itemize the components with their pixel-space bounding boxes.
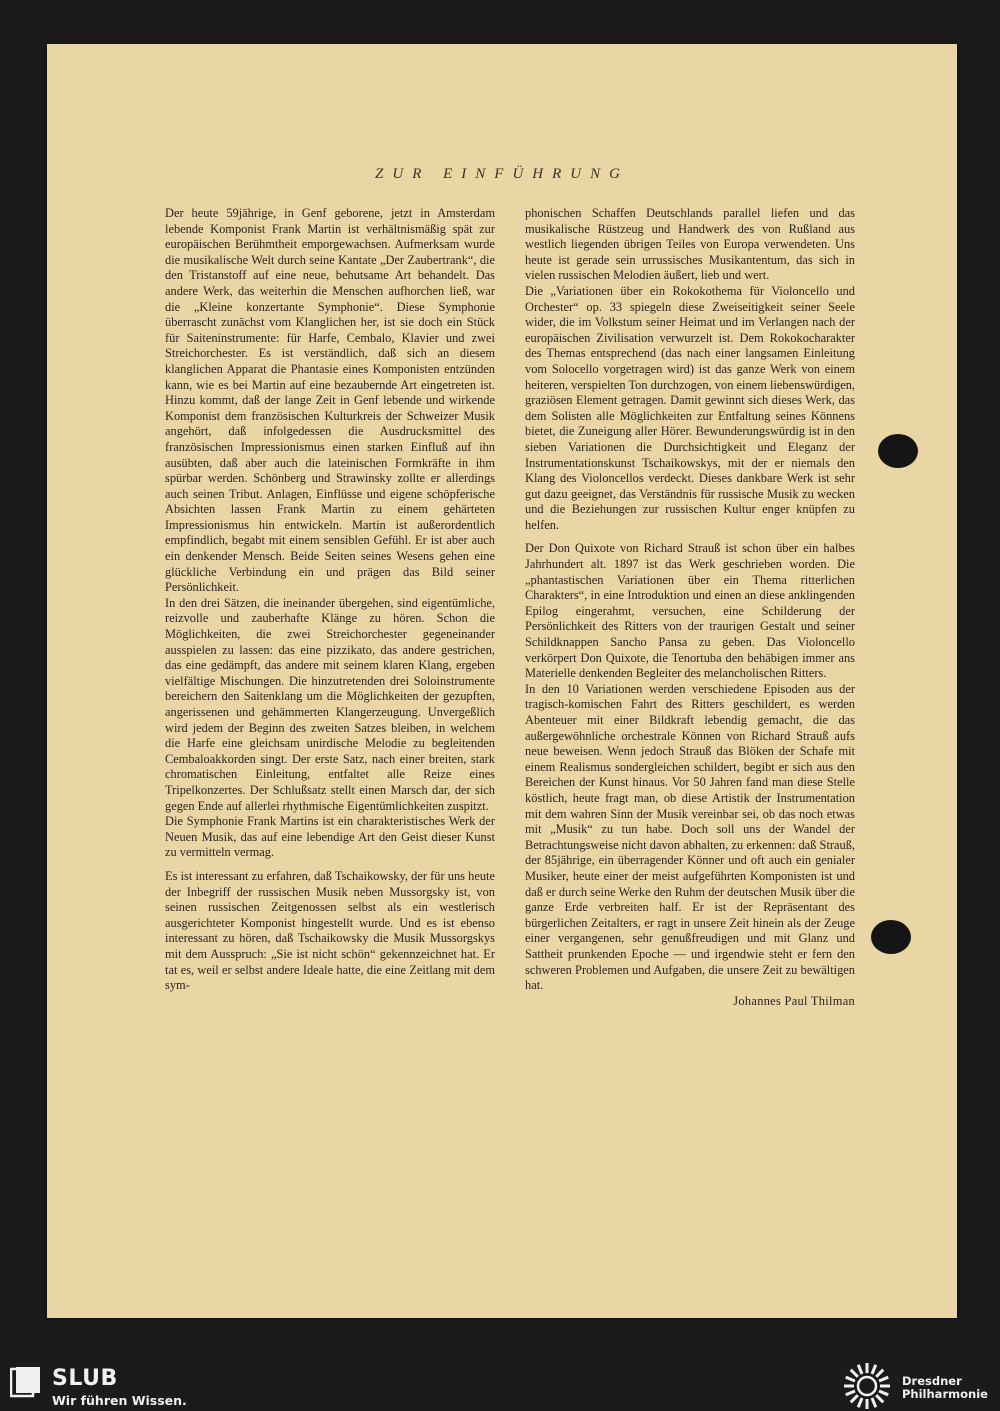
punch-hole [871,920,911,954]
paragraph: Es ist interessant zu erfahren, daß Tschaikowsky, der für uns heute der Inbegriff der russischen Musik neben Mussorgsky ist, von seinen russischen Zeitgenossen selbst als ein westlerisch ausgerichteter Komponist hingestellt wurde. Und es ist ebenso interessant zu hören, daß Tschaikowsky die Musik Mussorgskys mit dem Ausspruch: „Sie ist nicht schön“ gekennzeichnet hat. Er tat es, weil er selbst andere Ideale hatte, die eine Zeitlang mit dem sym- [165,868,495,993]
paragraph: Die Symphonie Frank Martins ist ein charakteristisches Werk der Neuen Musik, das auf eine lebendige Art den Geist dieser Kunst zu vermitteln vermag. [165,814,495,860]
paragraph: phonischen Schaffen Deutschlands parallel liefen und das musikalische Rüstzeug und Handwerk des von Rußland aus westlich liegenden übrigen Teiles von Europa verwendeten. Uns heute ist gerade sein urrussisches Musikantentum, das sich in vielen russischen Melodien äußert, lieb und wert. [525,206,855,283]
right-column [525,206,855,1009]
page-title: ZUR EINFÜHRUNG [375,166,629,182]
dresdner-philharmonie-name [902,1375,988,1401]
dresdner-philharmonie-logo-icon [842,1362,892,1410]
document-page [47,44,957,1318]
footer-bar [0,1360,1000,1411]
slub-name: SLUB [52,1366,118,1391]
punch-hole [878,434,918,468]
slub-tagline: Wir führen Wissen. [52,1393,187,1408]
paragraph: Die „Variationen über ein Rokokothema für Violoncello und Orchester“ op. 33 spiegeln diese Zweiseitigkeit seiner Seele wider, die im Volkstum seiner Heimat und im Verlangen nach der europäischen Zivilisation verwurzelt ist. Dem Rokokocharakter des Themas entsprechend (das nach einer langsamen Einleitung vom Solocello vorgetragen wird) ist das ganze Werk von einem heiteren, verspielten Ton durchzogen, von einem liebenswürdigen, graziösen Element getragen. Damit gewinnt sich dieses Werk, das dem Solisten alle Möglichkeiten zur Entfaltung seines Könnens bietet, die Zuneigung aller Hörer. Bewunderungswürdig ist in den sieben Variationen die Durchsichtigkeit und Eleganz der Instrumentationskunst Tschaikowskys, mit der er niemals den Klang des Violoncellos verdeckt. Dieses dankbare Werk ist sehr gut dazu geeignet, das Verständnis für russische Musik zu wecken und die Beziehungen zur russischen Kultur enger knüpfen zu helfen. [525,283,855,532]
paragraph: In den drei Sätzen, die ineinander übergehen, sind eigentümliche, reizvolle und zauberhafte Klänge zu hören. Schon die Möglichkeiten, die zwei Streichorchester gegeneinander ausspielen zu lassen: das eine pizzikato, das andere gestrichen, das eine gedämpft, das andere mit seinem klaren Klang, ergeben vielfältige Mischungen. Die hinzutretenden drei Soloinstrumente bereichern den Saitenklang um die Möglichkeiten der gezupften, angerissenen und gehämmerten Klangerzeugung. Unvergeßlich wird jedem der Beginn des zweiten Satzes bleiben, in welchem die Harfe eine gleichsam unirdische Melodie zu begleitenden Cembaloakkorden singt. Der erste Satz, nach einer breiten, stark chromatischen Einleitung, entfaltet alle Reize eines Tripelkonzertes. Der Schlußsatz stellt einen Marsch dar, der sich gegen Ende auf allerlei rhythmische Eigentümlichkeiten zuspitzt. [165,595,495,813]
dp-name-line2: Philharmonie [902,1387,988,1401]
author-signature: Johannes Paul Thilman [733,993,855,1008]
paragraph: In den 10 Variationen werden verschiedene Episoden aus der tragisch-komischen Fahrt des Ritters geschildert, es werden Abenteuer mit einer Bildkraft lebendig gemacht, die das außergewöhnliche orchestrale Können von Richard Strauß aufs neue beweisen. Wenn jedoch Strauß das Blöken der Schafe mit einem Realismus sondergleichen schildert, begibt er sich aus den Bereichen der Kunst hinaus. Vor 50 Jahren fand man diese Stelle köstlich, heute fragt man, ob diese Artistik der Instrumentation mit dem wahren Sinn der Musik vereinbar sei, ob das noch etwas mit „Musik“ zu tun habe. Doch soll uns der Wandel der Betrachtungsweise nicht davon abhalten, zu erkennen: daß Strauß, der 85jährige, ein überragender Könner und oft auch ein genialer Musiker, heute einer der meist aufgeführten Komponisten ist und daß er durch seine Werke den Ruhm der deutschen Musik über die ganze Erde verbreiten half. Er ist der Repräsentant des bürgerlichen Zeitalters, er ragt in unsere Zeit hinein als der Zeuge einer vergangenen, sehr genußfreudigen und mit Glanz und Sattheit prunkenden Epoche — und irgendwie steht er fern den schweren Problemen und Aufgaben, die unsere Zeit zu bewältigen hat. [525,681,855,993]
dp-name-line1: Dresdner [902,1374,962,1388]
left-column [165,206,495,994]
paragraph: Der Don Quixote von Richard Strauß ist schon über ein halbes Jahrhundert alt. 1897 ist das Werk geschrieben worden. Die „phantastischen Variationen über ein Thema ritterlichen Charakters“, in eine Introduktion und einen an diese anklingenden Epilog eingerahmt, versuchen, eine Schilderung der Persönlichkeit des Ritters von der traurigen Gestalt und seiner Schildknappen Sancho Pansa zu geben. Das Violoncello verkörpert Don Quixote, die Tenortuba den behäbigen immer ans Materielle denkenden Begleiter des melancholischen Ritters. [525,541,855,681]
paragraph: Der heute 59jährige, in Genf geborene, jetzt in Amsterdam lebende Komponist Frank Martin ist verhältnismäßig spät zur europäischen Berühmtheit emporgewachsen. Aufmerksam wurde die musikalische Welt durch seine Kantate „Der Zaubertrank“, die den Tristanstoff auf eine neue, behutsame Art behandelt. Das andere Werk, das weiterhin die Menschen aufhorchen ließ, war die „Kleine konzertante Symphonie“. Diese Symphonie überrascht zunächst vom Klanglichen her, ist sie doch ein Stück für Saiteninstrumente: für Harfe, Cembalo, Klavier und zwei Streichorchester. Es ist verständlich, daß sich an diesem klanglichen Apparat die Phantasie eines Komponisten entzünden kann, wie es bei Martin auf eine bezaubernde Art eingetreten ist. Hinzu kommt, daß der lange Zeit in Genf lebende und wirkende Komponist dem französischen Kulturkreis der Schweizer Musik angehört, daß infolgedessen die Ausdrucksmittel des französischen Impressionismus einen starken Einfluß auf ihn ausübten, daß aber auch die lateinischen Formkräfte in ihm spürbar werden. Schönberg und Strawinsky zollte er allerdings auch seinen Tribut. Anlagen, Einflüsse und eigene schöpferische Absichten lassen Frank Martin zu einem gehärteten Impressionismus hin entwickeln. Martin ist außerordentlich empfindlich, begabt mit einem sensiblen Gefühl. Er ist aber auch ein denkender Mensch. Beide Seiten seines Wesens gehen eine glückliche Verbindung ein und prägen das Bild seiner Persönlichkeit. [165,206,495,595]
slub-logo-icon [10,1366,42,1398]
